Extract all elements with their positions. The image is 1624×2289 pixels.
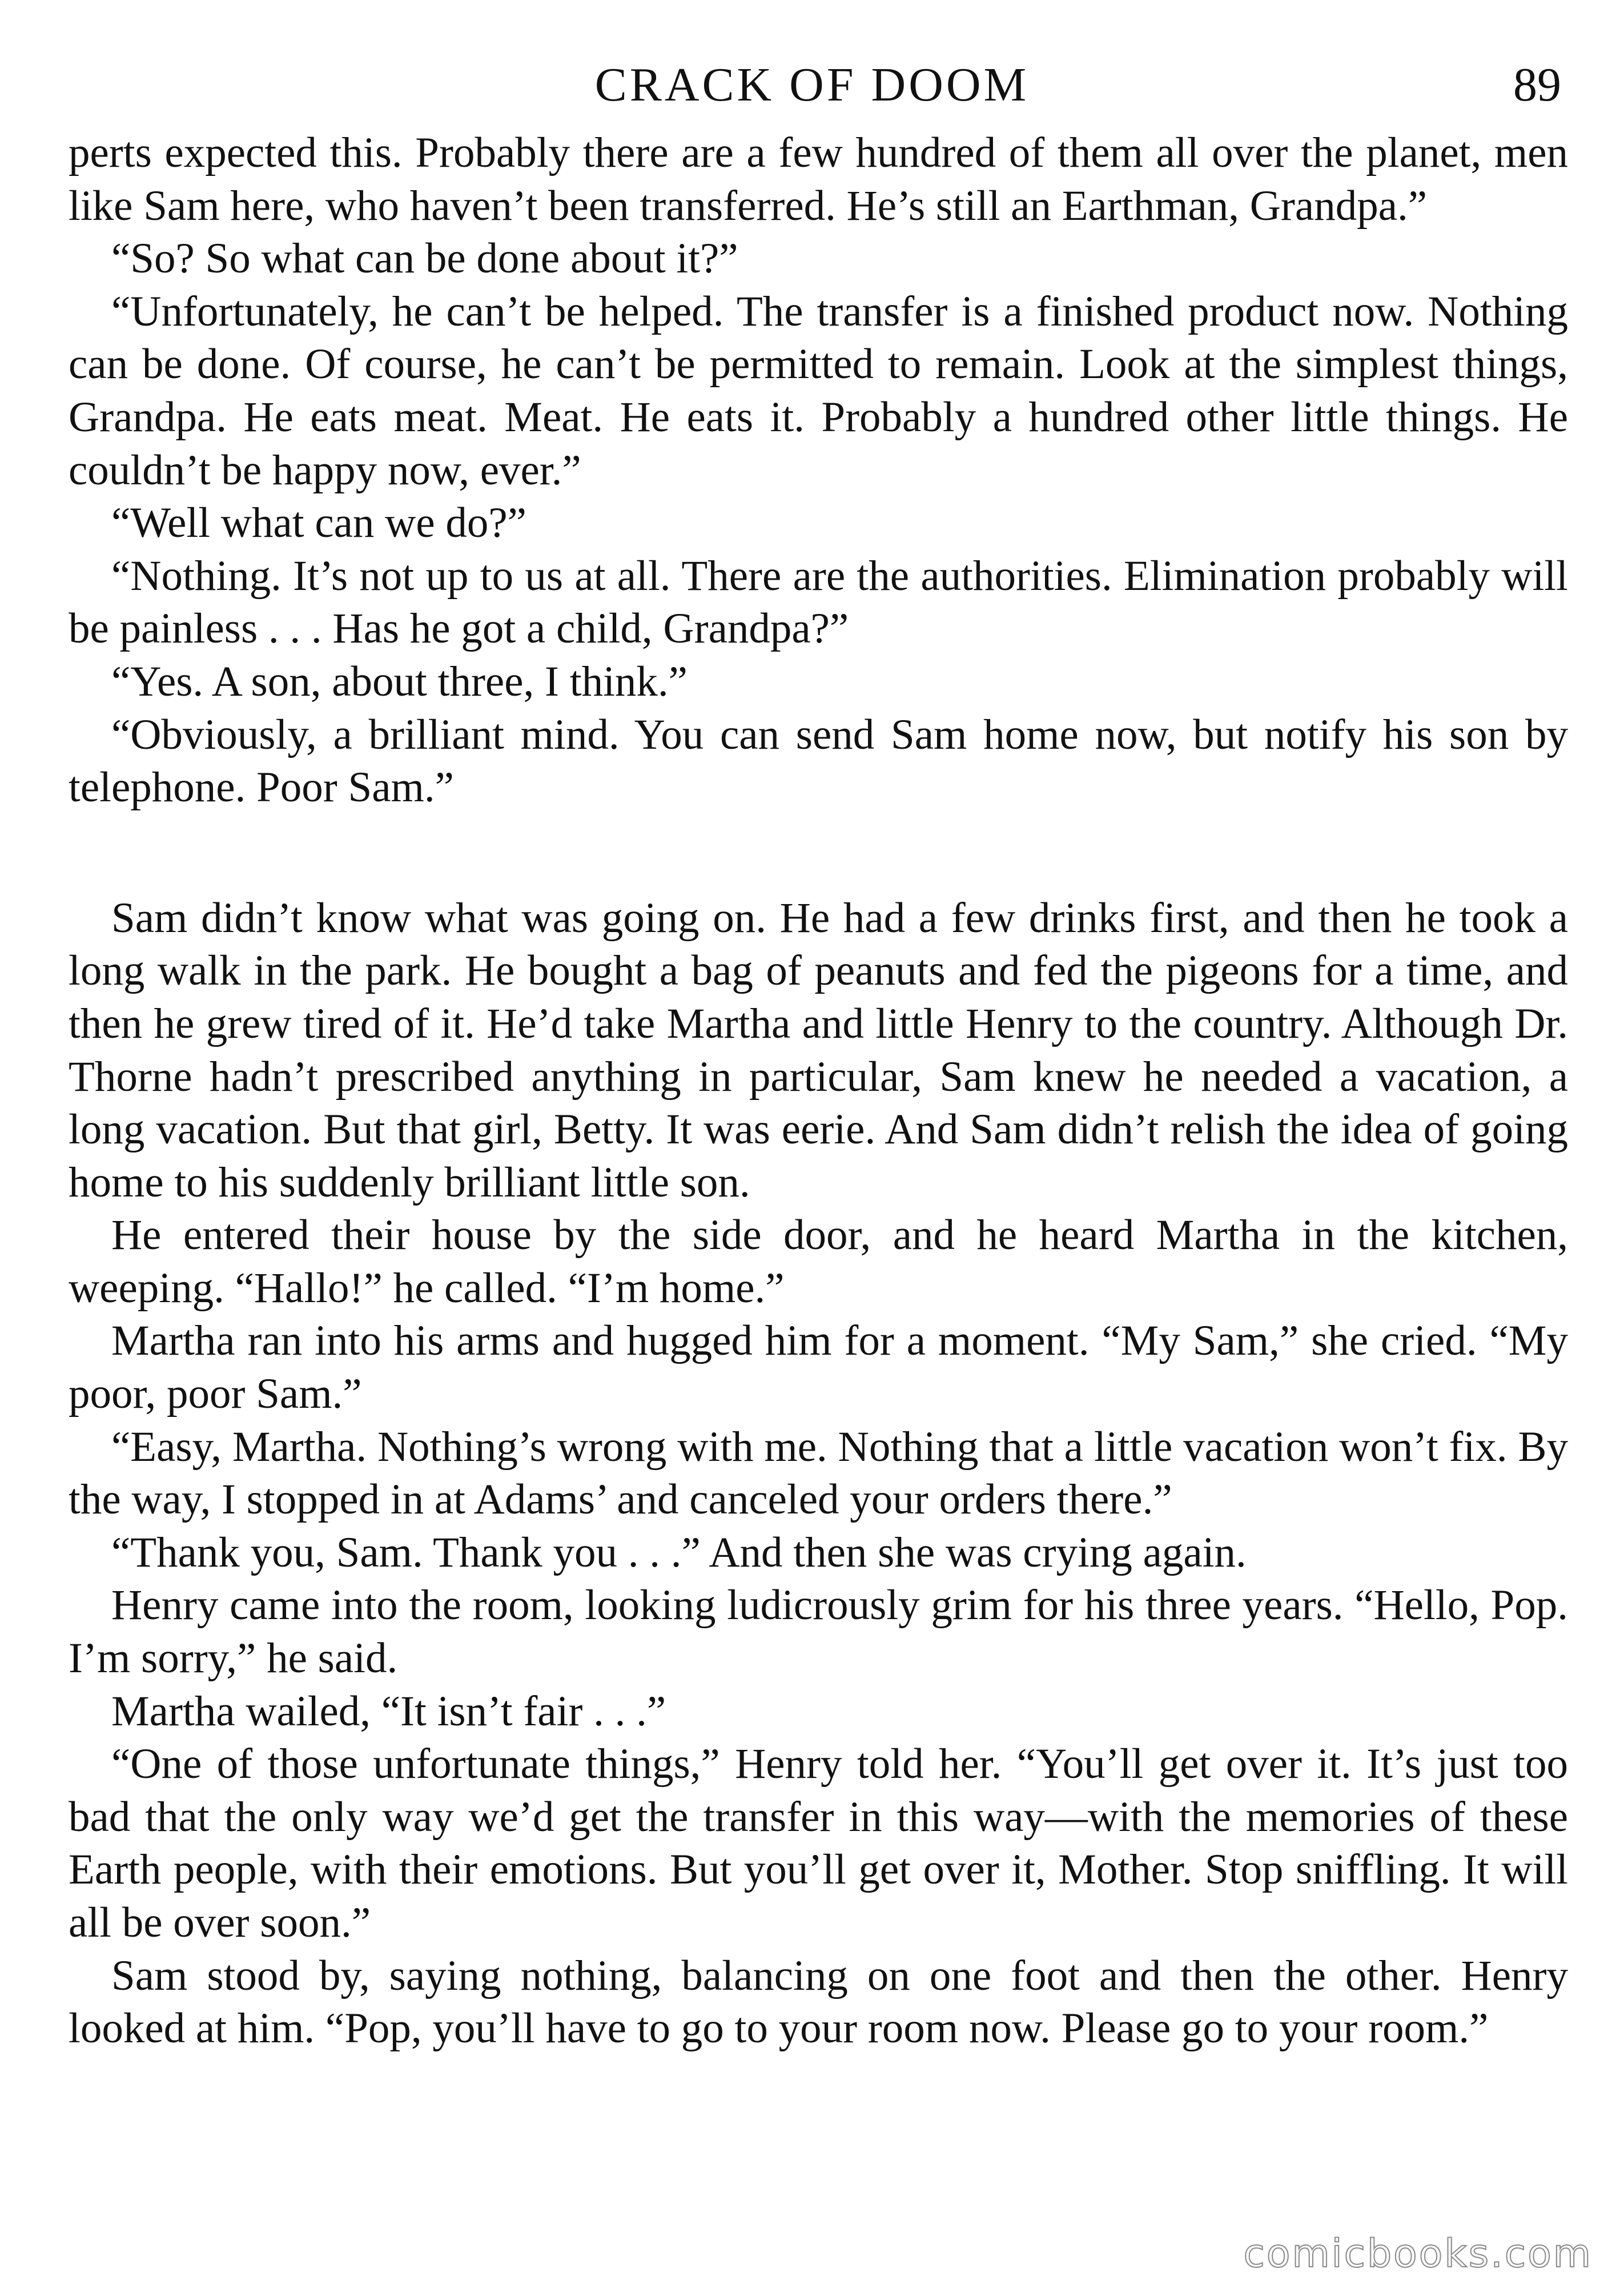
paragraph: Martha ran into his arms and hugged him for a moment. “My Sam,” she cried. “My poor, poor Sam.” (69, 1317, 1568, 1418)
paragraph: Henry came into the room, looking ludicrously grim for his three years. “Hello, Pop. I’m sorry,” he said. (69, 1581, 1568, 1682)
watermark: comicbooks.com (1243, 2231, 1593, 2276)
paragraph: “One of those unfortunate things,” Henry told her. “You’ll get over it. It’s just too bad that the only way we’d get the transfer in this way—with the memories of these Earth people, with their emotions. But you’ll get over it, Mother. Stop sniffling. It will all be over soon.” (69, 1740, 1568, 1946)
paragraph: “Unfortunately, he can’t be helped. The transfer is a finished product now. Nothing can be done. Of course, he can’t be permitted to remain. Look at the simplest things, Grandpa. He eats meat. Meat. He eats it. Probably a hundred other little things. He couldn’t be happy now, ever.” (69, 287, 1568, 494)
paragraph: “Obviously, a brilliant mind. You can send Sam home now, but notify his son by telephone. Poor Sam.” (69, 710, 1568, 812)
paragraph: perts expected this. Probably there are a few hundred of them all over the planet, men like Sam here, who haven’t been transferred. He’s still an Earthman, Grandpa.” (69, 129, 1568, 230)
page-header (0, 57, 1624, 120)
section-break (69, 814, 1568, 892)
paragraph: Sam didn’t know what was going on. He had a few drinks first, and then he took a long walk in the park. He bought a bag of peanuts and fed the pigeons for a time, and then he grew tired of it. He’d take Martha and little Henry to the country. Although Dr. Thorne hadn’t prescribed anything in particular, Sam knew he needed a vacation, a long vacation. But that girl, Betty. It was eerie. And Sam didn’t relish the idea of going home to his suddenly brilliant little son. (69, 894, 1568, 1206)
paragraph: “Easy, Martha. Nothing’s wrong with me. Nothing that a little vacation won’t fix. By the way, I stopped in at Adams’ and canceled your orders there.” (69, 1423, 1568, 1524)
paragraph: “Well what can we do?” (111, 499, 526, 547)
paragraph: Martha wailed, “It isn’t fair . . .” (111, 1687, 666, 1735)
paragraph: “Yes. A son, about three, I think.” (111, 657, 688, 705)
paragraph: “So? So what can be done about it?” (111, 235, 738, 283)
paragraph: “Nothing. It’s not up to us at all. There are the authorities. Elimination probably will be painless . . . Has he got a child, Grandpa?” (69, 552, 1568, 653)
paragraph: Sam stood by, saying nothing, balancing on one foot and then the other. Henry looked at him. “Pop, you’ll have to go to your room now. Please go to your room.” (69, 1951, 1568, 2053)
page-number: 89 (1513, 58, 1561, 111)
paragraph: He entered their house by the side door, and he heard Martha in the kitchen, weeping. “Hallo!” he called. “I’m home.” (69, 1211, 1568, 1312)
body-text (69, 127, 1568, 2055)
paragraph: “Thank you, Sam. Thank you . . .” And then she was crying again. (111, 1528, 1247, 1576)
running-title: CRACK OF DOOM (594, 58, 1030, 111)
